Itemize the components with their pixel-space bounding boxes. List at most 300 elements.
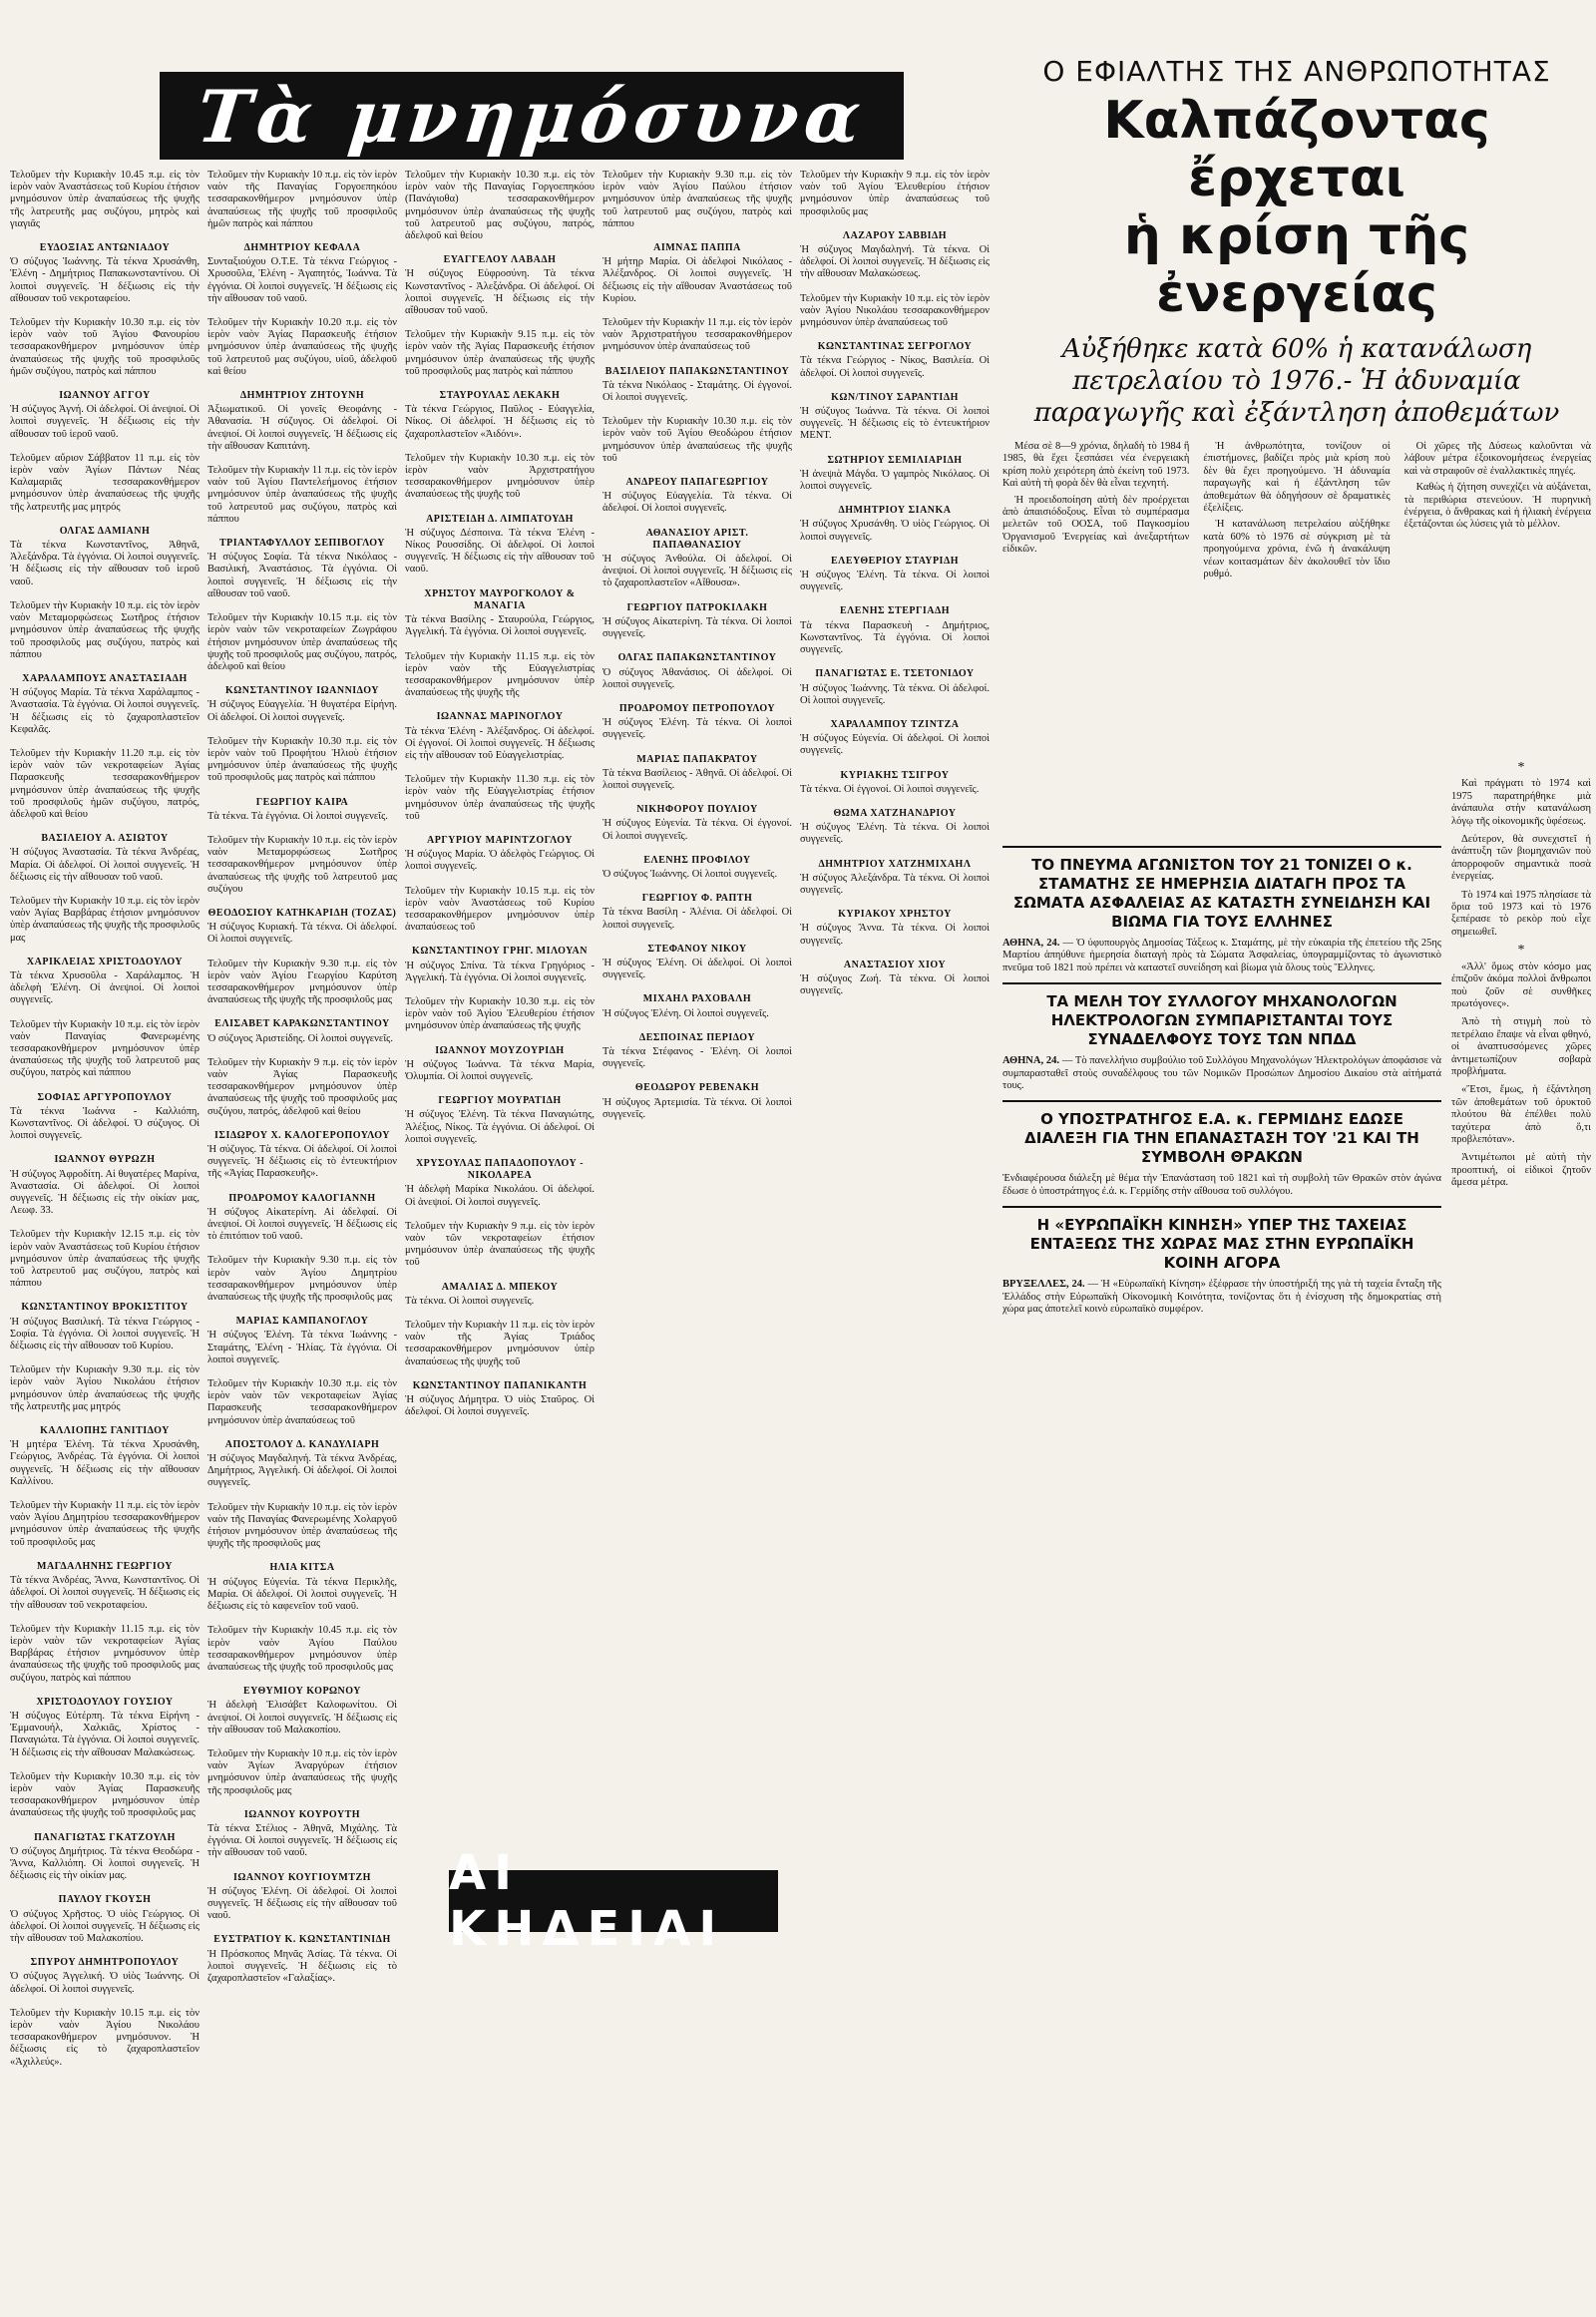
memorial-entry — [10, 1624, 200, 1685]
memorial-name: ΕΛΙΣΑΒΕΤ ΚΑΡΑΚΩΝΣΤΑΝΤΙΝΟΥ — [214, 1018, 390, 1030]
memorial-entry — [207, 1625, 397, 1674]
memorial-text: Τελοῦμεν τὴν Κυριακὴν 10.30 π.μ. εἰς τὸν ἱερὸν ναὸν τοῦ Ἁγίου Ἐλευθερίου ἐτήσιον μνημόσυνον ὑπὲρ ἀναπαύσεως τῆς ψυχῆς — [405, 995, 595, 1032]
memorial-text: Τὰ τέκνα Ἑλένη - Ἀλέξανδρος. Οἱ ἀδελφοί. Οἱ ἐγγονοί. Οἱ λοιποὶ συγγενεῖς. Ἡ δέξιωσις εἰς τὴν αἴθουσαν τοῦ Εὐαγγελιστρίας. — [405, 725, 595, 761]
continuation-paragraph: Τὸ 1974 καὶ 1975 πλησίασε τὰ ὅρια τοῦ 1973 καὶ τὸ 1976 ξεπέρασε τὸ ρεκὸρ ποὺ εἶχε σημειωθεῖ. — [1451, 889, 1591, 938]
memorial-name: ΛΑΖΑΡΟΥ ΣΑΒΒΙΔΗ — [842, 229, 948, 241]
memorial-text: Ἡ σύζυγος Ἀλεξάνδρα. Τὰ τέκνα. Οἱ λοιποὶ συγγενεῖς. — [800, 872, 990, 896]
memorial-entry — [207, 959, 397, 1007]
memorial-text: Τελοῦμεν τὴν Κυριακὴν 10.45 π.μ. εἰς τὸν ἱερὸν ναὸν Ἀναστάσεως τοῦ Κυρίου ἐτήσιον μνημόσυνον ὑπὲρ ἀναπαύσεως τῆς ψυχῆς τῆς λατρευτῆς μας συζύγου, μητρὸς καὶ γιαγιᾶς — [10, 170, 200, 229]
memorial-text: Τελοῦμεν τὴν Κυριακὴν 10.45 π.μ. εἰς τὸν ἱερὸν ναὸν Ἁγίου Παύλου τεσσαρακονθήμερον μνημόσυνον ὑπὲρ ἀναπαύσεως τῆς ψυχῆς τοῦ προσφιλοῦς μας — [207, 1625, 397, 1673]
memorial-text: Τελοῦμεν τὴν Κυριακὴν 9.15 π.μ. εἰς τὸν ἱερὸν ναὸν τῆς Ἁγίας Παρασκευῆς ἐτήσιον μνημόσυνον ὑπὲρ ἀναπαύσεως τῆς ψυχῆς τοῦ προσφιλοῦς μας πατρὸς καὶ πάππου — [405, 329, 595, 377]
memorial-entry — [207, 835, 397, 896]
memorial-entry — [10, 526, 200, 588]
memorial-name: ΧΡΙΣΤΟΔΟΥΛΟΥ ΓΟΥΣΙΟΥ — [36, 1696, 174, 1708]
memorial-entry — [207, 1018, 397, 1044]
continuation-paragraph: Ἀπὸ τὴ στιγμὴ ποὺ τὸ πετρέλαιο ἔπαψε νὰ εἶναι φθηνό, οἱ ἀναπτυσσόμενες χῶρες ἀντιμετωπίζουν σοβαρὰ προβλήματα. — [1451, 1016, 1591, 1077]
memorial-name: ΕΥΑΓΓΕΛΟΥ ΛΑΒΑΔΗ — [443, 254, 557, 266]
memorial-entry — [10, 1302, 200, 1352]
memorial-name: ΓΕΩΡΓΙΟΥ ΜΟΥΡΑΤΙΔΗ — [438, 1095, 562, 1107]
memorial-entry — [800, 719, 990, 758]
memorial-entry — [207, 538, 397, 600]
memorial-name: ΙΩΑΝΝΟΥ ΘΥΡΩΖΗ — [54, 1154, 156, 1166]
memorial-name: ΕΛΕΝΗΣ ΣΤΕΡΓΙΑΔΗ — [839, 605, 951, 617]
memorial-text: Ἡ Πρόσκοπος Μηνᾶς Ἀσίας. Τὰ τέκνα. Οἱ λοιποὶ συγγενεῖς. Ἡ δέξιωσις εἰς τὸ ζαχαροπλαστεῖον «Γαλαξίας». — [207, 1948, 397, 1984]
memorial-entry — [10, 1500, 200, 1549]
memorial-entry — [10, 242, 200, 305]
memorial-name: ΑΜΑΛΙΑΣ Δ. ΜΠΕΚΟΥ — [441, 1281, 559, 1293]
memorial-name: ΚΥΡΙΑΚΟΥ ΧΡΗΣΤΟΥ — [838, 909, 952, 921]
news-briefs — [1002, 838, 1441, 1316]
memorial-entry — [405, 1221, 595, 1270]
memorial-text: Τελοῦμεν τὴν Κυριακὴν 10 π.μ. εἰς τὸν ἱερὸν ναὸν Ἁγίας Βαρβάρας ἐτήσιον μνημόσυνον ὑπὲρ ἀναπαύσεως τῆς ψυχῆς τῆς προσφιλοῦς μας — [10, 895, 200, 944]
memorial-text: Ἡ σύζυγος Εὐγενία. Τὰ τέκνα. Οἱ ἐγγονοί. Οἱ λοιποὶ συγγενεῖς. — [602, 818, 792, 842]
memorial-entry — [10, 2008, 200, 2069]
memorial-text: Τὰ τέκνα Ἀνδρέας, Ἄννα, Κωνσταντῖνος. Οἱ ἀδελφοί. Οἱ λοιποὶ συγγενεῖς. Ἡ δέξιωσις εἰς τὴν αἴθουσαν τοῦ νεκροταφείου. — [10, 1575, 200, 1611]
memorial-name: ΔΕΣΠΟΙΝΑΣ ΠΕΡΙΔΟΥ — [638, 1031, 756, 1043]
memorials-section — [10, 60, 993, 2309]
memorial-entry — [602, 602, 792, 641]
memorial-name: ΚΩΝΣΤΑΝΤΙΝΑΣ ΣΕΓΡΟΓΛΟΥ — [817, 341, 973, 353]
continuation-paragraph: «Ἀλλ' ὅμως στὸν κόσμο μας ἐπιζοῦν ἀκόμα πολλοὶ ἄνθρωποι ποὺ ζοῦν σὲ συνθῆκες πρωτόγονες». — [1451, 961, 1591, 1009]
memorial-entry — [405, 1282, 595, 1308]
memorial-text: Ἡ σύζυγος Μαρία. Τὰ τέκνα Χαράλαμπος - Ἀναστασία. Τὰ ἐγγόνια. Οἱ λοιποὶ συγγενεῖς. Ἡ δέξιωσις εἰς τὸ ζαχαροπλαστεῖον Κεφαλᾶς. — [10, 687, 200, 735]
memorial-entry — [207, 736, 397, 785]
memorial-name: ΒΑΣΙΛΕΙΟΥ Α. ΑΣΙΩΤΟΥ — [41, 833, 169, 845]
memorial-entry — [405, 1095, 595, 1146]
article-subheadline: Αὐξήθηκε κατὰ 60% ἡ κατανάλωση πετρελαίου τὸ 1976.- Ἡ ἀδυναμία παραγωγῆς καὶ ἐξάντληση ἀποθεμάτων — [1033, 334, 1560, 428]
memorial-name: ΑΡΓΥΡΙΟΥ ΜΑΡΙΝΤΖΟΓΛΟΥ — [426, 834, 574, 846]
memorial-entry — [10, 600, 200, 661]
memorial-name: ΔΗΜΗΤΡΙΟΥ ΚΕΦΑΛΑ — [243, 242, 361, 254]
memorial-name: ΣΠΥΡΟΥ ΔΗΜΗΤΡΟΠΟΥΛΟΥ — [30, 1957, 180, 1969]
memorial-text: Τελοῦμεν τὴν Κυριακὴν 10.20 π.μ. εἰς τὸν ἱερὸν ναὸν Ἁγίας Παρασκευῆς ἐτήσιον μνημόσυνον ὑπὲρ ἀναπαύσεως τῆς ψυχῆς τοῦ λατρευτοῦ μας συζύγου, υἱοῦ, ἀδελφοῦ καὶ θείου — [207, 317, 397, 377]
memorial-name: ΙΩΑΝΝΟΥ ΑΓΓΟΥ — [59, 390, 151, 402]
memorial-entry — [207, 1193, 397, 1244]
memorial-text: Τελοῦμεν τὴν Κυριακὴν 12.15 π.μ. εἰς τὸν ἱερὸν ναὸν Ἀναστάσεως τοῦ Κυρίου ἐτήσιον μνημόσυνον ὑπὲρ ἀναπαύσεως τῆς ψυχῆς τοῦ λατρευτοῦ μας συζύγου, πατρὸς καὶ πάππου — [10, 1229, 200, 1290]
memorial-entry — [207, 908, 397, 947]
memorials-columns — [10, 170, 993, 2304]
divider — [1002, 982, 1441, 984]
memorial-text: Ἡ σύζυγος Ἐλένη. Τὰ τέκνα. Οἱ λοιποὶ συγγενεῖς. — [602, 717, 792, 741]
memorial-entry — [800, 605, 990, 656]
memorial-entry — [10, 390, 200, 441]
memorial-entry — [10, 1697, 200, 1759]
memorial-name: ΚΩΝΣΤΑΝΤΙΝΟΥ ΠΑΠΑΝΙΚΑΝΤΗ — [412, 1379, 588, 1391]
article-continuation — [1451, 758, 1591, 2304]
memorial-entry — [405, 996, 595, 1033]
memorial-text: Τελοῦμεν αὔριον Σάββατον 11 π.μ. εἰς τὸν ἱερὸν ναὸν Ἁγίων Πάντων Νέας Καλαμαριᾶς τεσσαρακονθήμερον μνημόσυνον ὑπὲρ ἀναπαύσεως τῆς ψυχῆς τῆς λατρευτῆς μας μητρός — [10, 452, 200, 513]
memorial-entry — [10, 957, 200, 1007]
memorial-text: Τελοῦμεν τὴν Κυριακὴν 11.15 π.μ. εἰς τὸν ἱερὸν ναὸν τῆς Εὐαγγελιστρίας τεσσαρακονθήμερον μνημόσυνον ὑπὲρ ἀναπαύσεως τῆς ψυχῆς τῆς — [405, 650, 595, 699]
memorial-entry — [207, 1378, 397, 1427]
memorial-entry — [602, 893, 792, 932]
memorial-entry — [10, 1561, 200, 1612]
memorial-name: ΜΑΓΔΑΛΗΝΗΣ ΓΕΩΡΓΙΟΥ — [37, 1560, 173, 1572]
memorial-name: ΜΑΡΙΑΣ ΚΑΜΠΑΝΟΓΛΟΥ — [235, 1316, 369, 1328]
article-column-3 — [1404, 441, 1591, 584]
memorial-text: Τελοῦμεν τὴν Κυριακὴν 10 π.μ. εἰς τὸν ἱερὸν ναὸν τῆς Παναγίας Φανερωμένης Χολαργοῦ ἐτήσιον μνημόσυνον ὑπὲρ ἀναπαύσεως τῆς ψυχῆς τῆς προσφιλοῦς μας — [207, 1501, 397, 1550]
memorial-name: ΕΥΣΤΡΑΤΙΟΥ Κ. ΚΩΝΣΤΑΝΤΙΝΙΔΗ — [213, 1934, 391, 1946]
story-text: — Ἡ «Εὐρωπαϊκὴ Κίνηση» ἐξέφρασε τὴν ὑποστήριξή της γιὰ τὴ ταχεία ἔνταξη τῆς Ἑλλάδος στὴν Εὐρωπαϊκὴ Οἰκονομικὴ Κοινότητα, τονίζοντας ὅτι ἡ ἐνίσχυση τῆς δημοκρατίας στὴ χώρα μας ἀποτελεῖ κοινὸ εὐρωπαϊκὸ συμφέρον. — [1002, 1279, 1441, 1316]
memorial-text: Ἡ σύζυγος Αἰκατερίνη. Τὰ τέκνα. Οἱ λοιποὶ συγγενεῖς. — [602, 615, 792, 640]
memorial-entry — [207, 1502, 397, 1551]
article-body — [1002, 441, 1591, 584]
memorial-entry — [405, 514, 595, 577]
article-headline-line-1: Καλπάζοντας ἔρχεται — [1103, 91, 1490, 208]
story-text: — Ὁ ὑφυπουργὸς Δημοσίας Τάξεως κ. Σταμάτης, μὲ τὴν εὐκαιρία τῆς ἐπετείου τῆς 25ης Μαρτίου ἀπηύθυνε ἡμερησία διαταγὴ πρὸς τὰ Σώματα Ἀσφαλείας, ὑπογραμμίζοντας τὸ ἀγωνιστικὸ πνεῦμα τοῦ 1821 ποὺ πρέπει νὰ καταστεῖ συνείδηση καὶ βίωμα γιὰ ὅλους τοὺς Ἕλληνες. — [1002, 938, 1441, 973]
memorial-text: Τελοῦμεν τὴν Κυριακὴν 9 π.μ. εἰς τὸν ἱερὸν ναὸν τῶν νεκροταφείων ἐτήσιον μνημόσυνον ὑπὲρ ἀναπαύσεως τῆς ψυχῆς τοῦ — [405, 1220, 595, 1269]
memorial-name: ΓΕΩΡΓΙΟΥ ΚΑΙΡΑ — [255, 796, 349, 808]
memorial-entry — [800, 770, 990, 796]
memorial-entry — [10, 1154, 200, 1217]
memorial-name: ΝΙΚΗΦΟΡΟΥ ΠΟΥΛΙΟΥ — [636, 804, 758, 816]
memorial-entry — [602, 170, 792, 230]
memorial-entry — [602, 416, 792, 465]
memorial-entry — [10, 1425, 200, 1488]
memorial-name: ΓΕΩΡΓΙΟΥ Φ. ΡΑΠΤΗ — [641, 893, 753, 905]
memorial-text: Τὰ τέκνα Ἰωάννα - Καλλιόπη, Κωνσταντῖνος. Οἱ ἀδελφοί. Ὁ σύζυγος. Οἱ λοιποὶ συγγενεῖς. — [10, 1105, 200, 1142]
memorial-text: Ἡ σύζυγος Ἐλένη. Οἱ λοιποὶ συγγενεῖς. — [602, 1007, 769, 1019]
memorial-entry — [800, 960, 990, 998]
memorial-text: Ὁ σύζυγος Ἀγγελική. Ὁ υἱὸς Ἰωάννης. Οἱ ἀδελφοί. Οἱ λοιποὶ συγγενεῖς. — [10, 1971, 200, 1995]
memorial-entry — [602, 855, 792, 881]
memorial-name: ΓΕΩΡΓΙΟΥ ΠΑΤΡΟΚΙΛΑΚΗ — [626, 601, 768, 613]
memorial-entry — [10, 1019, 200, 1080]
memorial-entry — [602, 944, 792, 982]
article-headline-line-2: ἡ κρίση τῆς ἐνεργείας — [1123, 206, 1470, 324]
memorial-text: Τὰ τέκνα Γεώργιος, Παῦλος - Εὐαγγελία, Νίκος. Οἱ ἀδελφοί. Ἡ δέξιωσις εἰς τὸ ζαχαροπλαστεῖον «Ἀιδόνι». — [405, 404, 595, 440]
memorial-entry — [207, 1686, 397, 1737]
memorial-entry — [10, 896, 200, 945]
memorial-name: ΑΘΑΝΑΣΙΟΥ ΑΡΙΣΤ. ΠΑΠΑΘΑΝΑΣΙΟΥ — [645, 527, 749, 551]
memorial-entry — [207, 685, 397, 724]
memorial-entry — [10, 1832, 200, 1883]
memorial-entry — [207, 1057, 397, 1118]
memorial-text: Ἡ σύζυγος Μαρία. Ὁ ἀδελφὸς Γεώργιος. Οἱ λοιποὶ συγγενεῖς. — [405, 849, 595, 873]
memorial-text: Ἡ σύζυγος. Τὰ τέκνα. Οἱ ἀδελφοί. Οἱ λοιποὶ συγγενεῖς. Ἡ δέξιωσις εἰς τὸ ἐντευκτήριον τῆς «Ἀγίας Παρασκευῆς». — [207, 1144, 397, 1180]
memorial-entry — [405, 711, 595, 762]
memorial-name: ΚΩΝΣΤΑΝΤΙΝΟΥ ΒΡΟΚΙΣΤΙΤΟΥ — [21, 1302, 189, 1314]
memorial-entry — [207, 797, 397, 823]
memorial-entry — [207, 1562, 397, 1613]
memorial-name: ΘΕΟΔΩΡΟΥ ΡΕΒΕΝΑΚΗ — [634, 1082, 760, 1094]
memorial-text: Ἡ σύζυγος Μαγδαληνή. Τὰ τέκνα Ἀνδρέας, Δημήτριος, Ἀγγελική. Οἱ ἀδελφοί. Οἱ λοιποὶ συγγενεῖς. — [207, 1453, 397, 1489]
memorial-name: ΠΑΝΑΓΙΩΤΑΣ ΓΚΑΤΖΟΥΛΗ — [34, 1831, 176, 1843]
story-body-germidis: Ἐνδιαφέρουσα διάλεξη μὲ θέμα τὴν Ἐπανάσταση τοῦ 1821 καὶ τὴ συμβολὴ τῶν Θρακῶν στὸν ἀγώνα ἔδωσε ὁ ὑποστράτηγος ἐ.ἀ. κ. Γερμίδης στὴν αἴθουσα τοῦ συλλόγου. — [1002, 1173, 1441, 1197]
memorial-text: Ἡ σύζυγος Ἰωάννα. Τὰ τέκνα Μαρία, Ὀλυμπία. Οἱ λοιποὶ συγγενεῖς. — [405, 1058, 595, 1082]
section-star: * — [1517, 760, 1525, 775]
memorial-entry — [602, 804, 792, 843]
memorial-text: Ἡ σύζυγος Μαγδαληνή. Τὰ τέκνα. Οἱ ἀδελφοί. Οἱ λοιποὶ συγγενεῖς. Ἡ δέξιωσις εἰς τὴν αἴθουσαν Μαλακώσεως. — [800, 244, 990, 280]
memorial-name: ΧΑΡΙΚΛΕΙΑΣ ΧΡΙΣΤΟΔΟΥΛΟΥ — [26, 956, 184, 967]
story-body-engineers — [1002, 1055, 1441, 1092]
memorial-column-4 — [602, 170, 792, 2304]
memorial-name: ΠΑΝΑΓΙΩΤΑΣ Ε. ΤΣΕΤΟΝΙΔΟΥ — [815, 668, 975, 680]
memorial-entry — [405, 651, 595, 700]
memorial-entry — [602, 317, 792, 354]
memorial-text: Ἡ σύζυγος Ζωή. Τὰ τέκνα. Οἱ λοιποὶ συγγενεῖς. — [800, 972, 990, 997]
memorial-entry — [405, 1045, 595, 1084]
memorial-text: Ἡ σύζυγος Χρυσάνθη. Ὁ υἱὸς Γεώργιος. Οἱ λοιποὶ συγγενεῖς. — [800, 519, 990, 543]
memorial-name: ΧΑΡΑΛΑΜΠΟΥ ΤΖΙΝΤΖΑ — [830, 718, 960, 730]
memorial-entry — [207, 1934, 397, 1985]
memorial-name: ΕΥΔΟΞΙΑΣ ΑΝΤΩΝΙΑΔΟΥ — [39, 242, 171, 254]
memorial-text: Τελοῦμεν τὴν Κυριακὴν 9.30 π.μ. εἰς τὸν ἱερὸν ναὸν Ἁγίου Παύλου ἐτήσιον μνημόσυνον ὑπὲρ ἀναπαύσεως τῆς ψυχῆς τοῦ λατρευτοῦ μας συζύγου, πατρὸς καὶ πάππου — [602, 170, 792, 229]
memorial-entry — [602, 242, 792, 305]
memorial-entry — [405, 254, 595, 317]
memorial-text: Τὰ τέκνα Νικόλαος - Σταμάτης. Οἱ ἐγγονοί. Οἱ λοιποὶ συγγενεῖς. — [602, 379, 792, 404]
memorial-entry — [207, 465, 397, 526]
memorial-text: Τελοῦμεν τὴν Κυριακὴν 11 π.μ. εἰς τὸν ἱερὸν ναὸν Ἀρχιστρατήγου τεσσαρακονθήμερον μνημόσυνον ὑπὲρ ἀναπαύσεως τοῦ — [602, 317, 792, 353]
memorial-text: Τελοῦμεν τὴν Κυριακὴν 9.30 π.μ. εἰς τὸν ἱερὸν ναὸν Ἁγίου Δημητρίου τεσσαρακονθήμερον μνημόσυνον ὑπὲρ ἀναπαύσεως τῆς ψυχῆς τῆς προσφιλοῦς μας — [207, 1255, 397, 1304]
memorial-text: Τελοῦμεν τὴν Κυριακὴν 10.15 π.μ. εἰς τὸν ἱερὸν ναὸν τῶν νεκροταφείων Ζωγράφου ἐτήσιον μνημόσυνον ὑπὲρ ἀναπαύσεως τῆς ψυχῆς τοῦ προσφιλοῦς μας συζύγου, πατρός, ἀδελφοῦ καὶ θείου — [207, 612, 397, 672]
memorial-entry — [10, 1364, 200, 1413]
memorial-text: Τὰ τέκνα Στέλιος - Ἀθηνᾶ, Μιχάλης. Τὰ ἐγγόνια. Οἱ λοιποὶ συγγενεῖς. Ἡ δέξιωσις εἰς τὴν αἴθουσαν τοῦ ναοῦ. — [207, 1822, 397, 1859]
memorial-entry — [10, 833, 200, 884]
memorial-text: Τὰ τέκνα Κωνσταντῖνος, Ἀθηνᾶ, Ἀλεξάνδρα. Τὰ ἐγγόνια. Οἱ λοιποὶ συγγενεῖς. Ἡ δέξιωσις εἰς τὴν αἴθουσαν τοῦ ἱεροῦ ναοῦ. — [10, 540, 200, 587]
memorial-name: ΜΙΧΑΗΛ ΡΑΧΟΒΑΛΗ — [642, 993, 752, 1005]
memorial-entry — [602, 1032, 792, 1071]
memorial-text: Ἡ σύζυγος Ἑλένη. Οἱ ἀδελφοί. Οἱ λοιποὶ συγγενεῖς. Ἡ δέξιωσις εἰς τὴν αἴθουσαν τοῦ ναοῦ. — [207, 1885, 397, 1922]
memorial-text: Ἡ σύζυγος Ἐλένη. Τὰ τέκνα Παναγιώτης, Ἀλέξιος, Νίκος. Τὰ ἐγγόνια. Οἱ ἀδελφοί. Οἱ λοιποὶ συγγενεῖς. — [405, 1109, 595, 1145]
memorial-name: ΠΑΥΛΟΥ ΓΚΟΥΣΗ — [58, 1894, 152, 1906]
memorial-text: Ἡ ἀδελφὴ Ἐλισάβετ Καλοφωνίτου. Οἱ ἀνεψιοί. Οἱ λοιποὶ συγγενεῖς. Ἡ δέξιωσις εἰς τὴν αἴθουσαν τοῦ Μαλακοπίου. — [207, 1700, 397, 1736]
memorial-text: Τελοῦμεν τὴν Κυριακὴν 10.30 π.μ. εἰς τὸν ἱερὸν ναὸν Ἁγίας Παρασκευῆς τεσσαρακονθήμερον μνημόσυνον ὑπὲρ ἀναπαύσεως τῆς ψυχῆς τοῦ προσφιλοῦς μας — [10, 1770, 200, 1819]
memorial-entry — [602, 703, 792, 742]
story-headline-germidis: Ο ΥΠΟΣΤΡΑΤΗΓΟΣ Ε.Α. κ. ΓΕΡΜΙΔΗΣ ΕΔΩΣΕ ΔΙΑΛΕΞΗ ΓΙΑ ΤΗΝ ΕΠΑΝΑΣΤΑΣΗ ΤΟΥ '21 ΚΑΙ ΤΗ ΣΥΜΒΟΛΗ ΘΡΑΚΩΝ — [1024, 1110, 1419, 1167]
memorial-name: ΧΡΥΣΟΥΛΑΣ ΠΑΠΑΔΟΠΟΥΛΟΥ - ΝΙΚΟΛΑΡΕΑ — [415, 1158, 585, 1182]
story-headline-stamatis: ΤΟ ΠΝΕΥΜΑ ΑΓΩΝΙΣΤΟΝ ΤΟΥ 21 ΤΟΝΙΖΕΙ Ο κ. ΣΤΑΜΑΤΗΣ ΣΕ ΗΜΕΡΗΣΙΑ ΔΙΑΤΑΓΗ ΠΡΟΣ ΤΑ ΣΩΜΑΤΑ ΑΣΦΑΛΕΙΑΣ ΑΣ ΚΑΤΑΣΤΗ ΣΥΝΕΙΔΗΣΗ ΚΑΙ ΒΙΩΜΑ ΓΙΑ ΤΟΥΣ ΕΛΛΗΝΕΣ — [1012, 856, 1431, 931]
memorial-name: ΚΩΝΣΤΑΝΤΙΝΟΥ ΓΡΗΓ. ΜΙΛΟΥΑΝ — [412, 946, 588, 958]
memorial-text: Ἡ σύζυγος Εὐγενία. Οἱ ἀδελφοί. Οἱ λοιποὶ συγγενεῖς. — [800, 733, 990, 757]
memorial-entry — [10, 1092, 200, 1143]
memorial-entry — [405, 1320, 595, 1368]
memorial-text: Τελοῦμεν τὴν Κυριακὴν 10 π.μ. εἰς τὸν ἱερὸν ναὸν Ἁγίου Νικολάου τεσσαρακονθήμερον μνημόσυνον ὑπὲρ ἀναπαύσεως τοῦ — [800, 292, 990, 329]
memorial-text: Τὰ τέκνα Βασίλειος - Ἀθηνᾶ. Οἱ ἀδελφοί. Οἱ λοιποὶ συγγενεῖς. — [602, 767, 792, 791]
memorial-entry — [602, 993, 792, 1019]
story-headline-european-movement: Η «ΕΥΡΩΠΑΪΚΗ ΚΙΝΗΣΗ» ΥΠΕΡ ΤΗΣ ΤΑΧΕΙΑΣ ΕΝΤΑΞΕΩΣ ΤΗΣ ΧΩΡΑΣ ΜΑΣ ΣΤΗΝ ΕΥΡΩΠΑΪΚΗ ΚΟΙΝΗ ΑΓΟΡΑ — [1029, 1216, 1414, 1273]
memorial-text: Τελοῦμεν τὴν Κυριακὴν 11 π.μ. εἰς τὸν ἱερὸν ναὸν τοῦ Ἁγίου Παντελεήμονος ἐτήσιον μνημόσυνον ὑπὲρ ἀναπαύσεως τῆς ψυχῆς τοῦ λατρευτοῦ μας συζύγου, πατρὸς καὶ πάππου — [207, 465, 397, 525]
memorial-entry — [800, 505, 990, 544]
memorial-entry — [602, 1082, 792, 1121]
article-column-2 — [1203, 441, 1390, 584]
memorial-text: Ἡ σύζυγος Ἀρτεμισία. Τὰ τέκνα. Οἱ λοιποὶ συγγενεῖς. — [602, 1096, 792, 1120]
memorial-text: Τελοῦμεν τὴν Κυριακὴν 9 π.μ. εἰς τὸν ἱερὸν ναὸν τοῦ Ἁγίου Ἐλευθερίου ἐτήσιον μνημόσυνον ὑπὲρ ἀναπαύσεως τοῦ προσφιλοῦς μας — [800, 170, 990, 217]
memorial-name: ΣΩΤΗΡΙΟΥ ΣΕΜΙΛΙΑΡΙΔΗ — [827, 454, 963, 466]
memorial-name: ΔΗΜΗΤΡΙΟΥ ΧΑΤΖΗΜΙΧΑΗΛ — [818, 858, 972, 870]
memorial-text: Ἡ σύζυγος Ἀνθούλα. Οἱ ἀδελφοί. Οἱ ἀνεψιοί. Οἱ λοιποὶ συγγενεῖς. Ἡ δέξιωσις εἰς τὸ ζαχαροπλαστεῖον «Αἴθουσα». — [602, 554, 792, 589]
memorial-text: Τελοῦμεν τὴν Κυριακὴν 10.15 π.μ. εἰς τὸν ἱερὸν ναὸν Ἁγίου Νικολάου τεσσαρακονθήμερον μνημόσυνον. Ἡ δέξιωσις εἰς τὸ ζαχαροπλαστεῖον «Ἀχιλλεύς». — [10, 2007, 200, 2068]
continuation-paragraph: «Ἔτσι, ἔμως, ἡ ἐξάντληση τῶν ἀποθεμάτων τοῦ ὀρυκτοῦ πλούτου θὰ ἐπέλθει πολὺ ταχύτερα ἀπὸ ὅ,τι προβλεπόταν». — [1451, 1084, 1591, 1145]
memorial-name: ΑΝΑΣΤΑΣΙΟΥ ΧΙΟΥ — [843, 959, 947, 970]
memorial-entry — [207, 1255, 397, 1304]
article-paragraph: Ἡ ἀνθρωπότητα, τονίζουν οἱ ἐπιστήμονες, βαδίζει πρὸς μιὰ κρίση ποὺ δὲν θὰ ἔχει προηγούμενο. Ἡ ἀδυναμία παραγωγῆς καὶ ἡ ἐξάντληση τῶν ἀποθεμάτων θὰ ὁδηγήσουν σὲ δραματικὲς ἐξελίξεις. — [1203, 441, 1391, 515]
memorial-column-2 — [207, 170, 397, 2304]
dateline: ΑΘΗΝΑ, 24. — [1002, 938, 1060, 949]
memorial-text: Ἡ ἀδελφὴ Μαρίκα Νικολάου. Οἱ ἀδελφοί. Οἱ ἀνεψιοί. Οἱ λοιποὶ συγγενεῖς. — [405, 1184, 595, 1208]
memorial-text: Ἡ σύζυγος Εὐφροσύνη. Τὰ τέκνα Κωνσταντῖνος - Ἀλεξάνδρα. Οἱ ἀδελφοί. Οἱ λοιποὶ συγγενεῖς. Ἡ δέξιωσις εἰς τὴν αἴθουσαν τοῦ ναοῦ. — [405, 268, 595, 317]
memorial-name: ΠΡΟΔΡΟΜΟΥ ΠΕΤΡΟΠΟΥΛΟΥ — [618, 702, 776, 714]
memorial-text: Τὰ τέκνα Βασίλης - Σταυρούλα, Γεώργιος, Ἀγγελική. Τὰ ἐγγόνια. Οἱ λοιποὶ συγγενεῖς. — [405, 614, 595, 638]
memorial-text: Τελοῦμεν τὴν Κυριακὴν 11.30 π.μ. εἰς τὸν ἱερὸν ναὸν τῆς Εὐαγγελιστρίας ἐτήσιον μνημόσυνον ὑπὲρ ἀναπαύσεως τῆς ψυχῆς τοῦ — [405, 774, 595, 822]
article-paragraph: Ἡ κατανάλωση πετρελαίου αὐξήθηκε κατὰ 60% τὸ 1976 σὲ σύγκριση μὲ τὰ προηγούμενα χρόνια, ἐνῶ ἡ ἀνακάλυψη νέων κοιτασμάτων δὲν ἀκολουθεῖ τὸν ἴδιο ρυθμό. — [1203, 519, 1391, 580]
memorial-text: Ἡ σύζυγος Ἑλένη. Τὰ τέκνα. Οἱ λοιποὶ συγγενεῖς. — [800, 570, 990, 593]
continuation-paragraph: Δεύτερον, θὰ συνεχιστεῖ ἡ ἀνάπτυξη τῶν βιομηχανιῶν ποὺ ἀπορροφοῦν σημαντικὰ ποσὰ ἐνεργείας. — [1451, 834, 1591, 883]
memorial-text: Ὁ σύζυγος Χρῆστος. Ὁ υἱὸς Γεώργιος. Οἱ ἀδελφοί. Οἱ λοιποὶ συγγενεῖς. Ἡ δέξιωσις εἰς τὴν αἴθουσαν τοῦ Μαλακοπίου. — [10, 1908, 200, 1944]
divider — [1002, 1100, 1441, 1102]
article-column-1 — [1002, 441, 1189, 584]
memorial-text: Ἡ σύζυγος Σπίνα. Τὰ τέκνα Γρηγόριος - Ἀγγελική. Τὰ ἐγγόνια. Οἱ λοιποὶ συγγενεῖς. — [405, 960, 595, 983]
memorial-entry — [602, 528, 792, 590]
memorial-entry — [602, 754, 792, 793]
story-body-stamatis — [1002, 938, 1441, 974]
memorial-text: Τελοῦμεν τὴν Κυριακὴν 10.15 π.μ. εἰς τὸν ἱερὸν ναὸν Ἀναστάσεως τοῦ Κυρίου τεσσαρακονθήμερον μνημόσυνον ὑπὲρ ἀναπαύσεως τοῦ — [405, 885, 595, 934]
memorial-text: Τὰ τέκνα Βασίλη - Ἀλένια. Οἱ ἀδελφοί. Οἱ λοιποὶ συγγενεῖς. — [602, 907, 792, 931]
memorial-text: Τελοῦμεν τὴν Κυριακὴν 10.30 π.μ. εἰς τὸν ἱερὸν ναὸν Ἀρχιστρατήγου τεσσαρακονθήμερον μνημόσυνον ὑπὲρ ἀναπαύσεως τῆς ψυχῆς τοῦ — [405, 452, 595, 501]
memorial-text: Ἡ σύζυγος Εὐτέρπη. Τὰ τέκνα Εἰρήνη - Ἐμμανουήλ, Χαλκιᾶς, Χρίστος - Παναγιώτα. Τὰ ἐγγόνια. Οἱ λοιποὶ συγγενεῖς. Ἡ δέξιωσις εἰς τὴν αἴθουσαν Μαλακώσεως. — [10, 1710, 200, 1758]
memorial-text: Τελοῦμεν τὴν Κυριακὴν 9 π.μ. εἰς τὸν ἱερὸν ναὸν Ἁγίας Παρασκευῆς τεσσαρακονθήμερον μνημόσυνον ὑπὲρ ἀναπαύσεως τῆς ψυχῆς τοῦ προσφιλοῦς μας συζύγου, πατρός, ἀδελφοῦ καὶ θείου — [207, 1056, 397, 1117]
memorial-entry — [800, 293, 990, 330]
memorial-name: ΙΩΑΝΝΑΣ ΜΑΡΙΝΟΓΛΟΥ — [436, 711, 564, 723]
memorial-entry — [10, 1894, 200, 1945]
memorial-text: Ἡ σύζυγος Ἀφροδίτη. Αἱ θυγατέρες Μαρίνα, Ἀναστασία. Οἱ ἀδελφοί. Οἱ λοιποὶ συγγενεῖς. Ἡ δέξιωσις εἰς τὴν οἰκίαν μας, Λεωφ. 33. — [10, 1168, 200, 1217]
memorial-name: ΔΗΜΗΤΡΙΟΥ ΣΙΑΝΚΑ — [838, 505, 952, 517]
article-kicker: Ο ΕΦΙΑΛΤΗΣ ΤΗΣ ΑΝΘΡΩΠΟΤΗΤΑΣ — [1042, 55, 1551, 88]
memorial-text: Ὁ σύζυγος Ἀθανάσιος. Οἱ ἀδελφοί. Οἱ λοιποὶ συγγενεῖς. — [602, 666, 792, 690]
memorial-entry — [800, 909, 990, 948]
memorial-text: Τελοῦμεν τὴν Κυριακὴν 10 π.μ. εἰς τὸν ἱερὸν ναὸν Μεταμορφώσεως Σωτῆρος ἐτήσιον μνημόσυνον ὑπὲρ ἀναπαύσεως τῆς ψυχῆς τοῦ προσφιλοῦς μας συζύγου, πατρὸς καὶ πάππου — [10, 599, 200, 660]
memorial-text: Ἡ σύζυγος Ἄννα. Τὰ τέκνα. Οἱ λοιποὶ συγγενεῖς. — [800, 923, 990, 947]
memorial-text: Ὁ σύζυγος Ἰωάννης. Οἱ λοιποὶ συγγενεῖς. — [602, 868, 778, 880]
funerals-banner: ΑΙ ΚΗΔΕΙΑΙ — [449, 1870, 778, 1932]
memorial-name: ΘΩΜΑ ΧΑΤΖΗΑΝΔΡΙΟΥ — [833, 807, 957, 819]
memorial-text: Τελοῦμεν τὴν Κυριακὴν 10.30 π.μ. εἰς τὸν ἱερὸν ναὸν τοῦ Ἁγίου Φανουρίου τεσσαρακονθήμερον μνημόσυνον ὑπὲρ ἀναπαύσεως τῆς ψυχῆς τοῦ προσφιλοῦς ἡμῶν συζύγου, πατρὸς καὶ πάππου — [10, 317, 200, 377]
memorial-entry — [207, 1809, 397, 1860]
memorial-text: Ἡ σύζυγος Ἰωάννης. Τὰ τέκνα. Οἱ ἀδελφοί. Οἱ λοιποὶ συγγενεῖς. — [800, 682, 990, 706]
memorial-text: Τελοῦμεν τὴν Κυριακὴν 9.30 π.μ. εἰς τὸν ἱερὸν ναὸν Ἁγίου Γεωργίου Καρύτση τεσσαρακονθήμερον μνημόσυνον ὑπὲρ ἀναπαύσεως τῆς ψυχῆς τῆς προσφιλοῦς μας — [207, 958, 397, 1006]
memorial-text: Τὰ τέκνα. Οἱ ἐγγονοί. Οἱ λοιποὶ συγγενεῖς. — [800, 783, 980, 795]
memorial-name: ΙΩΑΝΝΟΥ ΚΟΥΡΟΥΤΗ — [243, 1808, 361, 1820]
memorial-text: Τὰ τέκνα. Τὰ ἐγγόνια. Οἱ λοιποὶ συγγενεῖς. — [207, 810, 388, 822]
memorial-entry — [207, 170, 397, 230]
memorial-name: ΑΡΙΣΤΕΙΔΗ Δ. ΛΙΜΠΑΤΟΥΔΗ — [426, 513, 574, 525]
memorial-entry — [800, 170, 990, 218]
memorial-entry — [207, 1748, 397, 1797]
memorial-name: ΧΡΗΣΤΟΥ ΜΑΥΡΟΓΚΟΛΟΥ & ΜΑΝΑΓΙΑ — [424, 587, 576, 611]
memorial-entry — [405, 1158, 595, 1209]
memorial-entry — [405, 453, 595, 502]
memorial-entry — [10, 1229, 200, 1290]
article-paragraph: Ἡ προειδοποίηση αὐτὴ δὲν προέρχεται ἀπὸ ἀπαισιόδοξους. Εἶναι τὸ συμπέρασμα μελετῶν τοῦ ΟΟΣΑ, τοῦ Παγκοσμίου Ὀργανισμοῦ Ἐνεργείας καὶ ἀνεξαρτήτων εἰδικῶν. — [1002, 494, 1190, 556]
memorial-text: Τελοῦμεν τὴν Κυριακὴν 10.30 π.μ. εἰς τὸν ἱερὸν ναὸν τοῦ Ἁγίου Θεοδώρου ἐτήσιον μνημόσυνον ὑπὲρ ἀναπαύσεως τῆς ψυχῆς τοῦ — [602, 416, 792, 464]
memorial-entry — [405, 774, 595, 823]
memorial-name: ΣΤΑΥΡΟΥΛΑΣ ΛΕΚΑΚΗ — [439, 390, 561, 402]
memorial-entry — [10, 170, 200, 230]
story-body-european-movement — [1002, 1279, 1441, 1316]
memorial-text: Ἡ σύζυγος Κυριακή. Τὰ τέκνα. Οἱ ἀδελφοί. Οἱ λοιποὶ συγγενεῖς. — [207, 922, 397, 946]
memorial-text: Τελοῦμεν τὴν Κυριακὴν 10.30 π.μ. εἰς τὸν ἱερὸν ναὸν τῶν νεκροταφείων Ἁγίας Παρασκευῆς τεσσαρακονθήμερον μνημόσυνον ὑπὲρ ἀναπαύσεως τοῦ — [207, 1378, 397, 1426]
memorial-text: Ἡ σύζυγος Δήμητρα. Ὁ υἱὸς Σταῦρος. Οἱ ἀδελφοί. Οἱ λοιποὶ συγγενεῖς. — [405, 1394, 595, 1418]
memorial-column-3 — [405, 170, 595, 2304]
story-headline-engineers: ΤΑ ΜΕΛΗ ΤΟΥ ΣΥΛΛΟΓΟΥ ΜΗΧΑΝΟΛΟΓΩΝ ΗΛΕΚΤΡΟΛΟΓΩΝ ΣΥΜΠΑΡΙΣΤΑΝΤΑΙ ΤΟΥΣ ΣΥΝΑΔΕΛΦΟΥΣ ΤΟΥΣ ΤΩΝ ΝΠΔΔ — [1046, 992, 1397, 1049]
memorial-text: Ἡ σύζυγος Ἐλένη. Τὰ τέκνα Ἰωάννης - Σταμάτης, Ἑλένη - Ἠλίας. Τὰ ἐγγόνια. Οἱ λοιποὶ συγγενεῖς. — [207, 1330, 397, 1365]
memorial-column-1 — [10, 170, 200, 2304]
memorial-name: ΙΩΑΝΝΟΥ ΚΟΥΓΙΟΥΜΤΖΗ — [233, 1871, 371, 1883]
memorial-name: ΒΑΣΙΛΕΙΟΥ ΠΑΠΑΚΩΝΣΤΑΝΤΙΝΟΥ — [604, 365, 790, 377]
memorial-text: Τελοῦμεν τὴν Κυριακὴν 11 π.μ. εἰς τὸν ἱερὸν ναὸν τῆς Ἀγίας Τριάδος τεσσαρακονθήμερον μνημόσυνον ὑπὲρ ἀναπαύσεως τῆς ψυχῆς τοῦ — [405, 1320, 595, 1367]
memorial-entry — [405, 329, 595, 378]
memorial-entry — [405, 390, 595, 441]
memorial-name: ΗΛΙΑ ΚΙΤΣΑ — [269, 1562, 335, 1574]
continuation-paragraph: Ἀντιμέτωποι μὲ αὐτὴ τὴν προοπτική, οἱ εἰδικοὶ ζητοῦν ἄμεσα μέτρα. — [1451, 1152, 1591, 1189]
memorial-entry — [10, 317, 200, 378]
memorial-text: Τὰ τέκνα Στέφανος - Ἑλένη. Οἱ λοιποὶ συγγενεῖς. — [602, 1045, 792, 1070]
memorial-text: Ὁ σύζυγος Ἀριστείδης. Οἱ λοιποὶ συγγενεῖς. — [207, 1032, 393, 1044]
memorial-text: Ὁ σύζυγος Δημήτριος. Τὰ τέκνα Θεοδώρα - Ἄννα, Καλλιόπη. Οἱ λοιποὶ συγγενεῖς. Ἡ δέξιωσις εἰς τὴν οἰκίαν μας. — [10, 1845, 200, 1882]
memorial-name: ΕΛΕΥΘΕΡΙΟΥ ΣΤΑΥΡΙΔΗ — [830, 555, 959, 567]
memorial-name: ΚΑΛΛΙΟΠΗΣ ΓΑΝΙΤΙΔΟΥ — [40, 1425, 170, 1437]
memorial-entry — [10, 453, 200, 514]
memorial-text: Ἡ σύζυγος Ἀναστασία. Τὰ τέκνα Ἀνδρέας, Μαρία. Οἱ ἀδελφοί. Οἱ λοιποὶ συγγενεῖς. Ἡ δέξιωσις εἰς τὴν αἴθουσαν τοῦ ναοῦ. — [10, 847, 200, 883]
memorial-text: Τελοῦμεν τὴν Κυριακὴν 11 π.μ. εἰς τὸν ἱερὸν ναὸν Ἁγίου Δημητρίου τεσσαρακονθήμερον μνημόσυνον ὑπὲρ ἀναπαύσεως τῆς ψυχῆς τοῦ προσφιλοῦς μας — [10, 1500, 200, 1548]
memorial-text: Τελοῦμεν τὴν Κυριακὴν 10.30 π.μ. εἰς τὸν ἱερὸν ναὸν τῆς Παναγίας Γοργοεπηκόου (Πανάγιοθα) τεσσαρακονθήμερον μνημόσυνον ὑπὲρ ἀναπαύσεως τῆς ψυχῆς τοῦ λατρευτοῦ μας συζύγου, πατρός, ἀδελφοῦ καὶ θείου — [405, 170, 595, 242]
memorial-entry — [207, 317, 397, 378]
memorial-entry — [405, 588, 595, 639]
divider — [1002, 846, 1441, 848]
dateline: ΑΘΗΝΑ, 24. — [1002, 1055, 1060, 1067]
memorial-name: ΙΩΑΝΝΟΥ ΜΟΥΖΟΥΡΙΔΗ — [435, 1044, 565, 1056]
memorial-entry — [10, 673, 200, 736]
memorial-name: ΑΠΟΣΤΟΛΟΥ Δ. ΚΑΝΔΥΛΙΑΡΗ — [224, 1438, 380, 1450]
memorial-entry — [602, 477, 792, 516]
memorial-entry — [405, 835, 595, 874]
memorial-entry — [405, 1380, 595, 1419]
memorial-entry — [10, 1957, 200, 1996]
memorial-name: ΠΡΟΔΡΟΜΟΥ ΚΑΛΟΓΙΑΝΝΗ — [228, 1192, 376, 1204]
memorial-entry — [405, 886, 595, 935]
section-star: * — [1517, 943, 1525, 959]
memorial-text: Τελοῦμεν τὴν Κυριακὴν 10.30 π.μ. εἰς τὸν ἱερὸν ναὸν τοῦ Προφήτου Ἠλιοὺ ἐτήσιον μνημόσυνον ὑπὲρ ἀναπαύσεως τῆς ψυχῆς τοῦ προσφιλοῦς μας πατρὸς καὶ πάππου — [207, 735, 397, 784]
memorial-name: ΕΥΘΥΜΙΟΥ ΚΟΡΩΝΟΥ — [242, 1686, 362, 1698]
memorial-entry — [405, 946, 595, 984]
memorial-name: ΧΑΡΑΛΑΜΠΟΥΣ ΑΝΑΣΤΑΣΙΑΔΗ — [22, 672, 188, 684]
memorial-name: ΑΙΜΝΑΣ ΠΑΠΠΑ — [653, 242, 741, 254]
memorial-text: Τελοῦμεν τὴν Κυριακὴν 9.30 π.μ. εἰς τὸν ἱερὸν ναὸν Ἁγίου Νικολάου ἐτήσιον μνημόσυνον ὑπὲρ ἀναπαύσεως τῆς ψυχῆς τῆς λατρευτῆς μας μητρός — [10, 1364, 200, 1412]
memorial-column-5 — [800, 170, 990, 2304]
memorial-entry — [800, 230, 990, 281]
memorial-text: Ἡ σύζυγος Ἀγνή. Οἱ ἀδελφοί. Οἱ ἀνεψιοί. Οἱ λοιποὶ συγγενεῖς. Ἡ δέξιωσις εἰς τὴν αἴθουσαν τοῦ ἱεροῦ ναοῦ. — [10, 404, 200, 440]
memorial-name: ΣΤΕΦΑΝΟΥ ΝΙΚΟΥ — [647, 943, 747, 955]
memorial-text: Τελοῦμεν τὴν Κυριακὴν 10 π.μ. εἰς τὸν ἱερὸν ναὸν τῆς Παναγίας Γοργοεπηκόου τεσσαρακονθήμερον μνημόσυνον ὑπὲρ ἀναπαύσεως τῆς ψυχῆς τοῦ προσφιλοῦς ἡμῶν πατρὸς καὶ πάππου — [207, 170, 397, 229]
article-paragraph: Καθὼς ἡ ζήτηση συνεχίζει νὰ αὐξάνεται, τὰ περιθώρια στενεύουν. Ἡ πυρηνικὴ ἐνέργεια, ὁ ἄνθρακας καὶ ἡ ἡλιακὴ ἐνέργεια ἐξετάζονται ὡς λύσεις γιὰ τὸ μέλλον. — [1403, 482, 1591, 531]
memorial-text: Ἡ σύζυγος Ἑλένη. Τὰ τέκνα. Οἱ λοιποὶ συγγενεῖς. — [800, 822, 990, 846]
memorial-entry — [207, 1316, 397, 1366]
memorial-entry — [207, 1130, 397, 1181]
divider — [1002, 1206, 1441, 1208]
memorial-text: Τελοῦμεν τὴν Κυριακὴν 10 π.μ. εἰς τὸν ἱερὸν ναὸν Μεταμορφώσεως Σωτῆρος τεσσαρακονθήμερον μνημόσυνον ὑπὲρ ἀναπαύσεως τῆς ψυχῆς τοῦ λατρευτοῦ μας συζύγου — [207, 834, 397, 895]
memorial-text: Συνταξιούχου Ο.Τ.Ε. Τὰ τέκνα Γεώργιος - Χρυσοῦλα, Ἑλένη - Ἀγαπητός, Ἰωάννα. Τὰ ἐγγόνια. Οἱ λοιποὶ συγγενεῖς. Ἡ δέξιωσις εἰς τὴν αἴθουσαν τοῦ ναοῦ. — [207, 256, 397, 304]
memorial-text: Ἡ σύζυγος Ἐλένη. Οἱ ἀδελφοί. Οἱ λοιποὶ συγγενεῖς. — [602, 957, 792, 981]
memorial-entry — [207, 242, 397, 305]
memorial-text: Τὰ τέκνα Γεώργιος - Νίκος, Βασιλεία. Οἱ ἀδελφοί. Οἱ λοιποὶ συγγενεῖς. — [800, 355, 990, 379]
memorial-entry — [10, 748, 200, 821]
memorial-name: ΚΥΡΙΑΚΗΣ ΤΣΙΓΡΟΥ — [840, 769, 950, 781]
memorial-name: ΟΛΓΑΣ ΠΑΠΑΚΩΝΣΤΑΝΤΙΝΟΥ — [617, 652, 777, 664]
memorial-entry — [800, 808, 990, 847]
memorial-name: ΟΛΓΑΣ ΔΑΜΙΑΝΗ — [59, 525, 151, 537]
memorials-banner: Τὰ μνημόσυνα — [160, 72, 904, 160]
memorial-text: Τελοῦμεν τὴν Κυριακὴν 10 π.μ. εἰς τὸν ἱερὸν ναὸν Ἁγίων Ἀναργύρων ἐτήσιον μνημόσυνον ὑπὲρ ἀναπαύσεως τῆς ψυχῆς τῆς προσφιλοῦς μας — [207, 1747, 397, 1796]
